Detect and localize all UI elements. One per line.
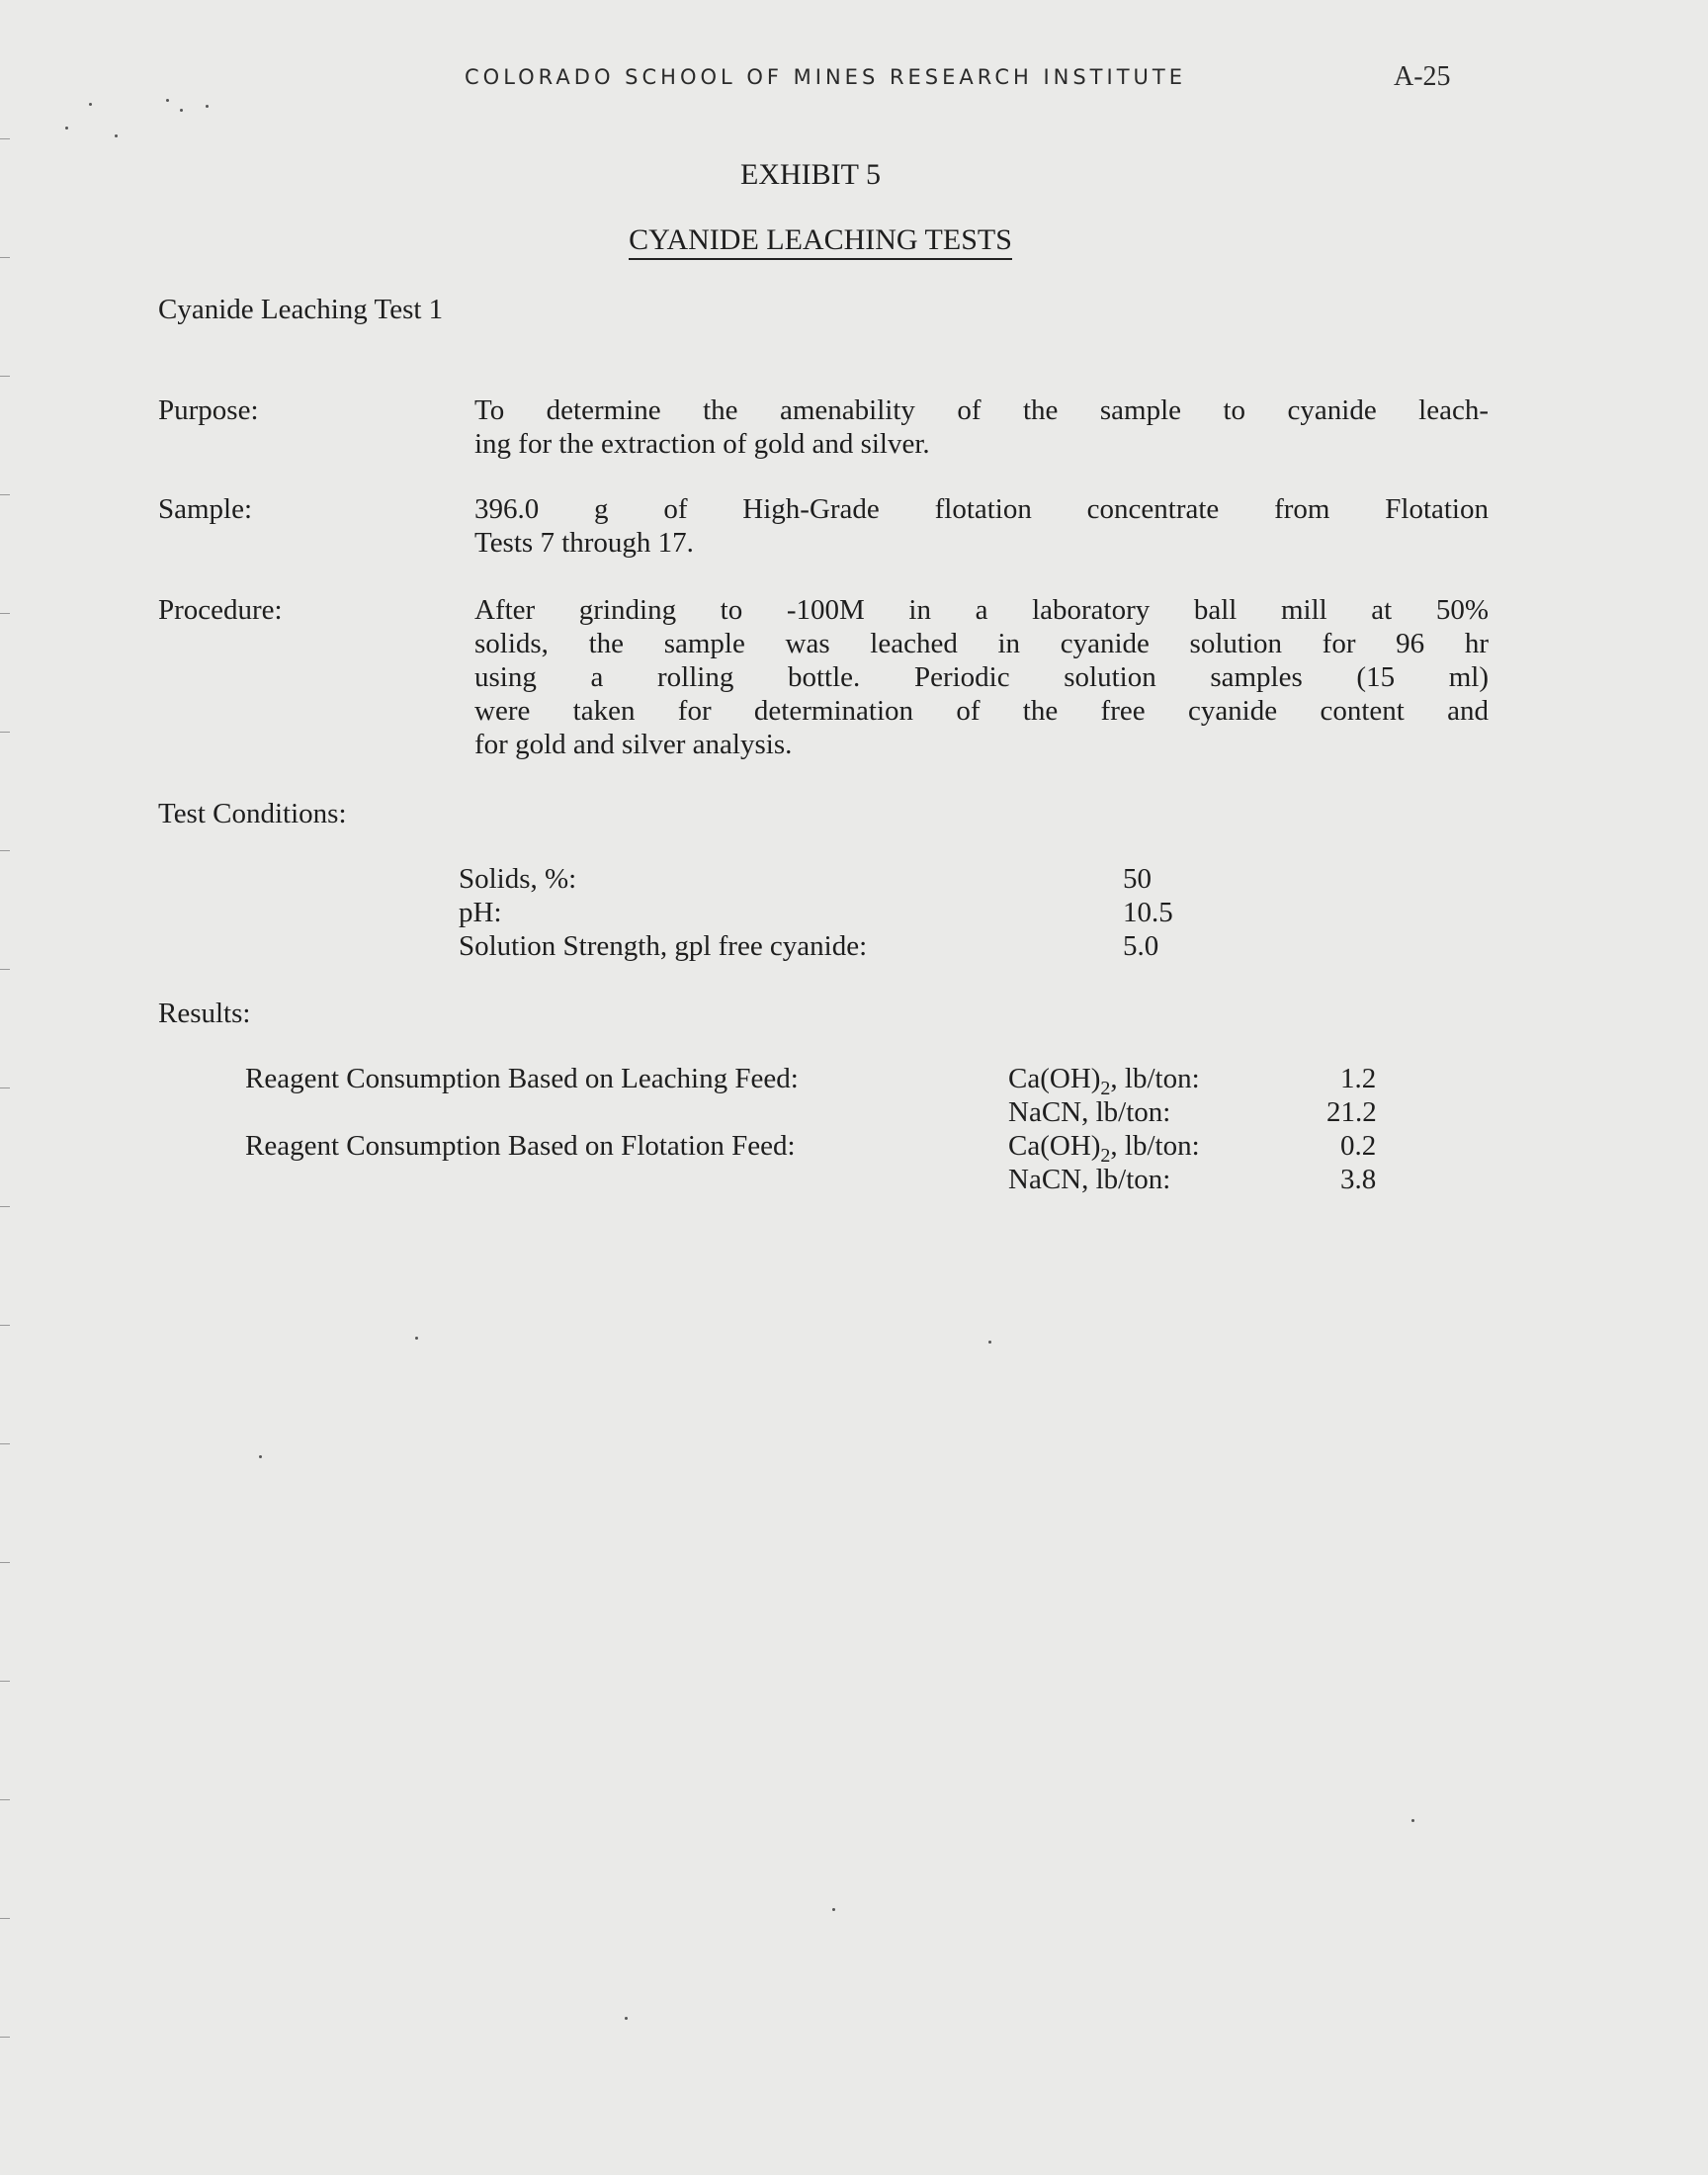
reagent-name: NaCN, lb/ton: [1008, 1164, 1171, 1195]
condition-value: 5.0 [1123, 930, 1159, 962]
scan-speck [415, 1337, 418, 1340]
procedure-line: were taken for determination of the free cyanide content and [474, 695, 1489, 727]
sample-text [474, 492, 1489, 560]
procedure-text [474, 593, 1489, 761]
edge-mark [0, 1681, 10, 1682]
sample-line: 396.0 g of High-Grade flotation concentrate from Flotation [474, 493, 1489, 525]
reagent-name-main: Ca(OH) [1008, 1063, 1101, 1094]
sample-label: Sample: [158, 493, 253, 525]
procedure-line: solids, the sample was leached in cyanide solution for 96 hr [474, 628, 1489, 659]
purpose-text [474, 393, 1489, 461]
reagent-name-unit: , lb/ton: [1110, 1063, 1200, 1094]
reagent-value: 21.2 [1326, 1096, 1377, 1128]
page-title-text: CYANIDE LEACHING TESTS [629, 223, 1012, 260]
scan-speck [180, 109, 183, 112]
reagent-value: 1.2 [1340, 1063, 1377, 1094]
scan-speck [625, 2017, 628, 2020]
reagent-value: 0.2 [1340, 1130, 1377, 1162]
purpose-line: ing for the extraction of gold and silver. [474, 428, 930, 460]
exhibit-label: EXHIBIT 5 [740, 158, 881, 191]
edge-mark [0, 1443, 10, 1444]
page-number: A-25 [1394, 61, 1451, 92]
scan-speck [259, 1455, 262, 1458]
scan-speck [65, 127, 68, 130]
procedure-label: Procedure: [158, 594, 283, 626]
edge-mark [0, 613, 10, 614]
condition-value: 50 [1123, 863, 1152, 895]
scan-speck [89, 103, 92, 106]
scan-speck [166, 99, 169, 102]
results-label: Results: [158, 998, 251, 1029]
scan-speck [988, 1341, 991, 1344]
reagent-name-main: Ca(OH) [1008, 1130, 1101, 1162]
edge-mark [0, 257, 10, 258]
scan-speck [115, 134, 118, 137]
results-basis: Reagent Consumption Based on Flotation Feed: [245, 1130, 796, 1162]
condition-value: 10.5 [1123, 897, 1173, 928]
edge-mark [0, 850, 10, 851]
reagent-name: NaCN, lb/ton: [1008, 1096, 1171, 1128]
edge-mark [0, 2037, 10, 2038]
condition-name: pH: [459, 897, 502, 928]
reagent-name-subscript: 2 [1100, 1077, 1111, 1099]
edge-mark [0, 376, 10, 377]
purpose-line: To determine the amenability of the sample to cyanide leach- [474, 394, 1489, 426]
procedure-line: using a rolling bottle. Periodic solution samples (15 ml) [474, 661, 1489, 693]
edge-mark [0, 138, 10, 139]
reagent-value: 3.8 [1340, 1164, 1377, 1195]
test-heading: Cyanide Leaching Test 1 [158, 294, 444, 325]
edge-mark [0, 732, 10, 733]
scan-speck [1411, 1819, 1414, 1822]
page-title [0, 223, 1641, 257]
edge-mark [0, 1799, 10, 1800]
results-basis: Reagent Consumption Based on Leaching Feed: [245, 1063, 799, 1094]
procedure-line: After grinding to -100M in a laboratory ball mill at 50% [474, 594, 1489, 626]
edge-mark [0, 494, 10, 495]
scan-speck [206, 105, 209, 108]
edge-mark [0, 969, 10, 970]
condition-name: Solution Strength, gpl free cyanide: [459, 930, 868, 962]
edge-mark [0, 1206, 10, 1207]
purpose-label: Purpose: [158, 394, 259, 426]
reagent-name-unit: , lb/ton: [1110, 1130, 1200, 1162]
edge-mark [0, 1562, 10, 1563]
scan-speck [832, 1908, 835, 1911]
test-conditions-label: Test Conditions: [158, 798, 347, 829]
edge-mark [0, 1325, 10, 1326]
institute-header: COLORADO SCHOOL OF MINES RESEARCH INSTITUTE [465, 65, 1186, 89]
sample-line: Tests 7 through 17. [474, 527, 694, 559]
edge-mark [0, 1918, 10, 1919]
reagent-name-subscript: 2 [1100, 1144, 1111, 1167]
condition-name: Solids, %: [459, 863, 577, 895]
procedure-line: for gold and silver analysis. [474, 729, 793, 760]
